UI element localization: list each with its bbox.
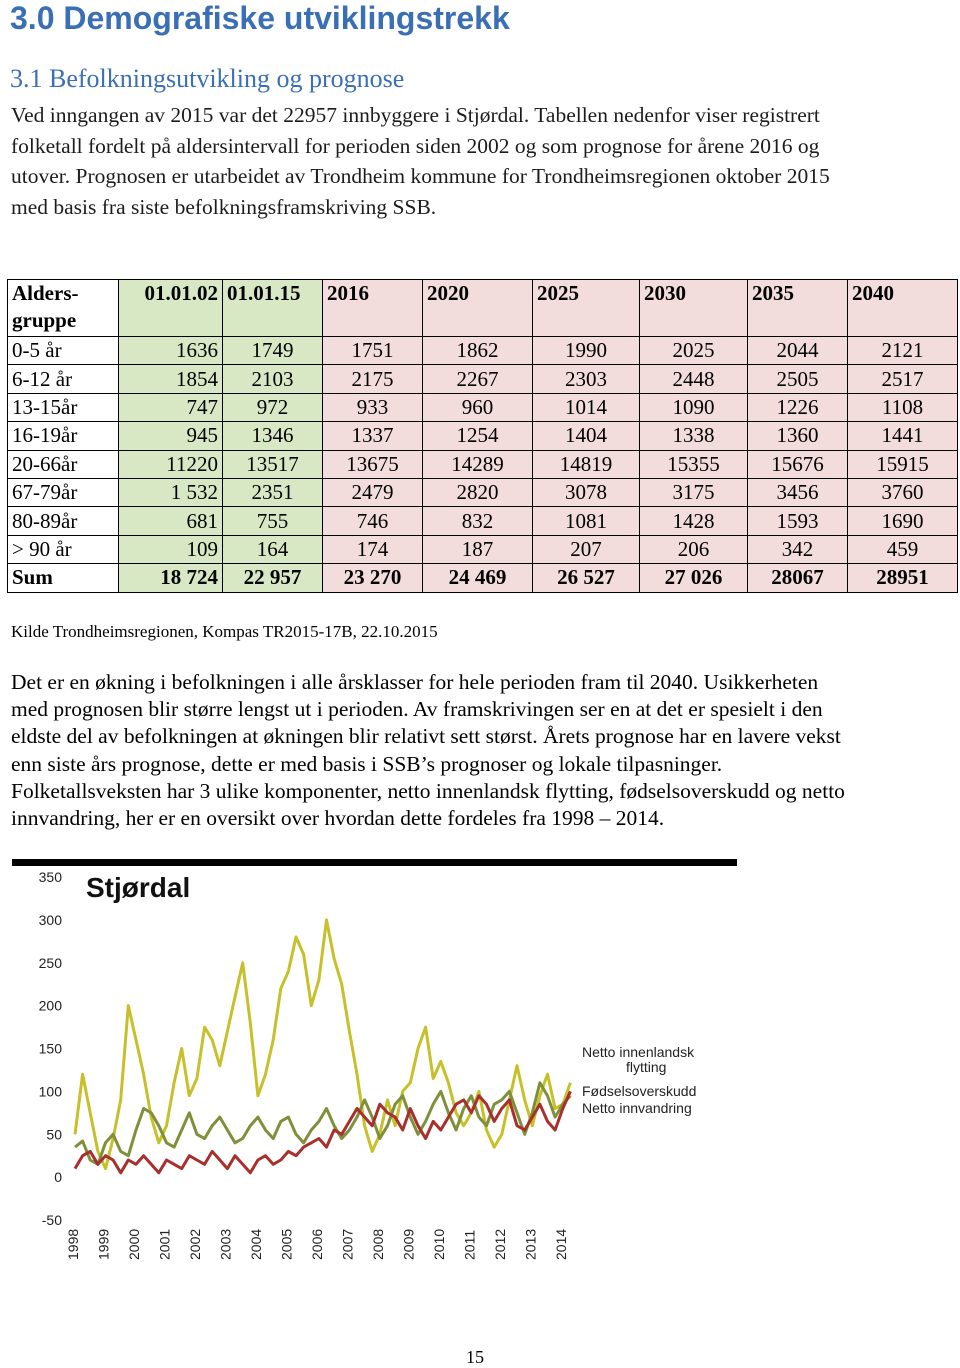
table-cell: 2820 (423, 478, 533, 506)
table-cell: 747 (119, 393, 223, 421)
table-cell: 3078 (533, 478, 640, 506)
x-tick-label: 2014 (552, 1228, 569, 1260)
y-tick-label: 200 (38, 997, 62, 1014)
table-cell: 1862 (423, 337, 533, 365)
body-line: Folketallsveksten har 3 ulike komponenter, netto innenlandsk flytting, fødselsoverskudd og netto (11, 778, 845, 803)
y-tick-label: 0 (54, 1169, 62, 1186)
table-cell: 832 (423, 507, 533, 535)
table-cell: 27 026 (640, 564, 748, 592)
table-cell: 15915 (848, 450, 958, 478)
age-group-label: 20-66år (8, 450, 119, 478)
body-paragraph (11, 669, 951, 832)
table-cell: 2517 (848, 365, 958, 393)
x-tick-label: 2008 (369, 1228, 386, 1260)
column-header: 2025 (533, 280, 640, 337)
column-header: 01.01.02 (119, 280, 223, 337)
table-cell: 1 532 (119, 478, 223, 506)
y-tick-label: 50 (46, 1126, 62, 1143)
y-tick-label: 250 (38, 954, 62, 971)
table-cell: 2267 (423, 365, 533, 393)
table-cell: 1428 (640, 507, 748, 535)
table-cell: 1990 (533, 337, 640, 365)
table-cell: 2044 (748, 337, 848, 365)
table-cell: 755 (223, 507, 323, 535)
table-cell: 14289 (423, 450, 533, 478)
table-cell: 2351 (223, 478, 323, 506)
intro-line: folketall fordelt på aldersintervall for perioden siden 2002 og som prognose for årene 2016 og (11, 133, 820, 158)
age-group-label: > 90 år (8, 535, 119, 563)
table-cell: 746 (323, 507, 423, 535)
chart-svg (0, 855, 960, 1265)
chart-title: Stjørdal (86, 872, 191, 903)
table-cell: 459 (848, 535, 958, 563)
column-header: 2030 (640, 280, 748, 337)
table-cell: 22 957 (223, 564, 323, 592)
table-header-row (8, 280, 958, 337)
legend-label: flytting (626, 1059, 667, 1075)
table-cell: 945 (119, 422, 223, 450)
table-row (8, 337, 958, 365)
x-tick-label: 2013 (522, 1228, 539, 1260)
x-tick-label: 2002 (186, 1228, 203, 1260)
table-cell: 1749 (223, 337, 323, 365)
body-line: med prognosen blir større lengst ut i perioden. Av framskrivingen ser en at det er spesielt i den (11, 697, 823, 722)
table-cell: 23 270 (323, 564, 423, 592)
table-cell: 1404 (533, 422, 640, 450)
column-header: 2016 (323, 280, 423, 337)
body-line: innvandring, her er en oversikt over hvordan dette fordeles fra 1998 – 2014. (11, 806, 665, 831)
table-cell: 1751 (323, 337, 423, 365)
table-cell: 960 (423, 393, 533, 421)
body-line: enn siste års prognose, dette er med basis i SSB’s prognoser og lokale tilpasninger. (11, 751, 723, 776)
body-line: eldste del av befolkningen at økningen blir relativt sett størst. Årets prognose har en lavere vekst (11, 724, 841, 749)
y-tick-label: 350 (38, 869, 62, 885)
table-cell: 15676 (748, 450, 848, 478)
table-cell: 164 (223, 535, 323, 563)
series-line-0 (75, 920, 570, 1169)
y-tick-label: 300 (38, 911, 62, 928)
x-tick-label: 2009 (400, 1228, 417, 1260)
table-cell: 1337 (323, 422, 423, 450)
x-tick-label: 2005 (278, 1228, 295, 1260)
table-cell: 681 (119, 507, 223, 535)
age-group-label: 16-19år (8, 422, 119, 450)
table-cell: 206 (640, 535, 748, 563)
table-cell: 1854 (119, 365, 223, 393)
table-row (8, 422, 958, 450)
age-group-label: 80-89år (8, 507, 119, 535)
age-group-label: 67-79år (8, 478, 119, 506)
section-heading: 3.1 Befolkningsutvikling og prognose (10, 64, 405, 93)
table-cell: 174 (323, 535, 423, 563)
table-cell: 109 (119, 535, 223, 563)
column-header: 2020 (423, 280, 533, 337)
x-tick-label: 2010 (430, 1228, 447, 1260)
series-group (75, 920, 570, 1173)
column-header: 01.01.15 (223, 280, 323, 337)
age-group-label: 0-5 år (8, 337, 119, 365)
table-cell: 187 (423, 535, 533, 563)
y-tick-label: 150 (38, 1040, 62, 1057)
x-tick-label: 2004 (247, 1228, 264, 1260)
table-cell: 15355 (640, 450, 748, 478)
table-cell: 1081 (533, 507, 640, 535)
table-cell: 1690 (848, 507, 958, 535)
intro-line: med basis fra siste befolkningsframskriving SSB. (11, 194, 437, 219)
x-tick-label: 2011 (461, 1229, 478, 1260)
table-cell: 2505 (748, 365, 848, 393)
table-cell: 11220 (119, 450, 223, 478)
population-growth-chart (0, 855, 960, 1265)
table-cell: 1226 (748, 393, 848, 421)
table-cell: 1346 (223, 422, 323, 450)
table-cell: 1338 (640, 422, 748, 450)
table-cell: 2175 (323, 365, 423, 393)
source-note: Kilde Trondheimsregionen, Kompas TR2015-17B, 22.10.2015 (11, 622, 438, 641)
age-group-header-line: Alders- (12, 281, 79, 305)
table-cell: 18 724 (119, 564, 223, 592)
table-cell: 207 (533, 535, 640, 563)
legend-label: Netto innvandring (582, 1100, 692, 1116)
table-cell: 26 527 (533, 564, 640, 592)
table-cell: 1254 (423, 422, 533, 450)
table-row (8, 535, 958, 563)
legend-label: Netto innenlandsk (582, 1044, 695, 1060)
page-number: 15 (466, 1347, 484, 1367)
table-sum-row (8, 564, 958, 592)
page-heading: 3.0 Demografiske utviklingstrekk (10, 0, 510, 36)
x-axis (65, 1229, 569, 1260)
legend-label: Fødselsoverskudd (582, 1083, 697, 1099)
chart-top-border (12, 859, 737, 866)
intro-paragraph (11, 100, 951, 222)
table-cell: 1441 (848, 422, 958, 450)
legend (582, 1044, 696, 1116)
table-cell: 1636 (119, 337, 223, 365)
table-cell: 2121 (848, 337, 958, 365)
table-cell: 3175 (640, 478, 748, 506)
column-header: 2040 (848, 280, 958, 337)
table-cell: 13517 (223, 450, 323, 478)
age-group-header (8, 280, 119, 337)
table-cell: 2303 (533, 365, 640, 393)
y-tick-label: -50 (41, 1212, 62, 1228)
table-cell: 2479 (323, 478, 423, 506)
table-cell: 3456 (748, 478, 848, 506)
table-cell: 1014 (533, 393, 640, 421)
table-cell: 28067 (748, 564, 848, 592)
population-table (7, 279, 958, 593)
table-cell: 2103 (223, 365, 323, 393)
x-tick-label: 2001 (156, 1228, 173, 1260)
table-row (8, 393, 958, 421)
table-cell: 1090 (640, 393, 748, 421)
table-cell: 2025 (640, 337, 748, 365)
table-row (8, 450, 958, 478)
age-group-label: 6-12 år (8, 365, 119, 393)
table-cell: 14819 (533, 450, 640, 478)
table-row (8, 478, 958, 506)
column-header: 2035 (748, 280, 848, 337)
body-line: Det er en økning i befolkningen i alle årsklasser for hele perioden fram til 2040. Usikkerheten (11, 670, 819, 694)
x-tick-label: 1999 (95, 1228, 112, 1260)
x-tick-label: 2003 (217, 1228, 234, 1260)
y-axis (39, 869, 63, 1228)
table-cell: 24 469 (423, 564, 533, 592)
x-tick-label: 2000 (125, 1228, 142, 1260)
table-cell: 933 (323, 393, 423, 421)
table-cell: 972 (223, 393, 323, 421)
sum-label: Sum (8, 564, 119, 592)
x-tick-label: 1998 (65, 1228, 81, 1260)
table-cell: 13675 (323, 450, 423, 478)
table-cell: 2448 (640, 365, 748, 393)
table-row (8, 365, 958, 393)
y-tick-label: 100 (38, 1083, 62, 1100)
x-tick-label: 2006 (308, 1228, 325, 1260)
table-cell: 1108 (848, 393, 958, 421)
table-row (8, 507, 958, 535)
x-tick-label: 2012 (491, 1228, 508, 1260)
intro-line: Ved inngangen av 2015 var det 22957 innbyggere i Stjørdal. Tabellen nedenfor viser registrert (11, 103, 820, 127)
table-cell: 3760 (848, 478, 958, 506)
table-cell: 28951 (848, 564, 958, 592)
table-cell: 1593 (748, 507, 848, 535)
age-group-label: 13-15år (8, 393, 119, 421)
table-cell: 1360 (748, 422, 848, 450)
series-line-1 (75, 1083, 570, 1165)
table-cell: 342 (748, 535, 848, 563)
x-tick-label: 2007 (339, 1228, 356, 1260)
intro-line: utover. Prognosen er utarbeidet av Trondheim kommune for Trondheimsregionen oktober 2015 (11, 164, 830, 188)
age-group-header-line: gruppe (12, 308, 77, 332)
